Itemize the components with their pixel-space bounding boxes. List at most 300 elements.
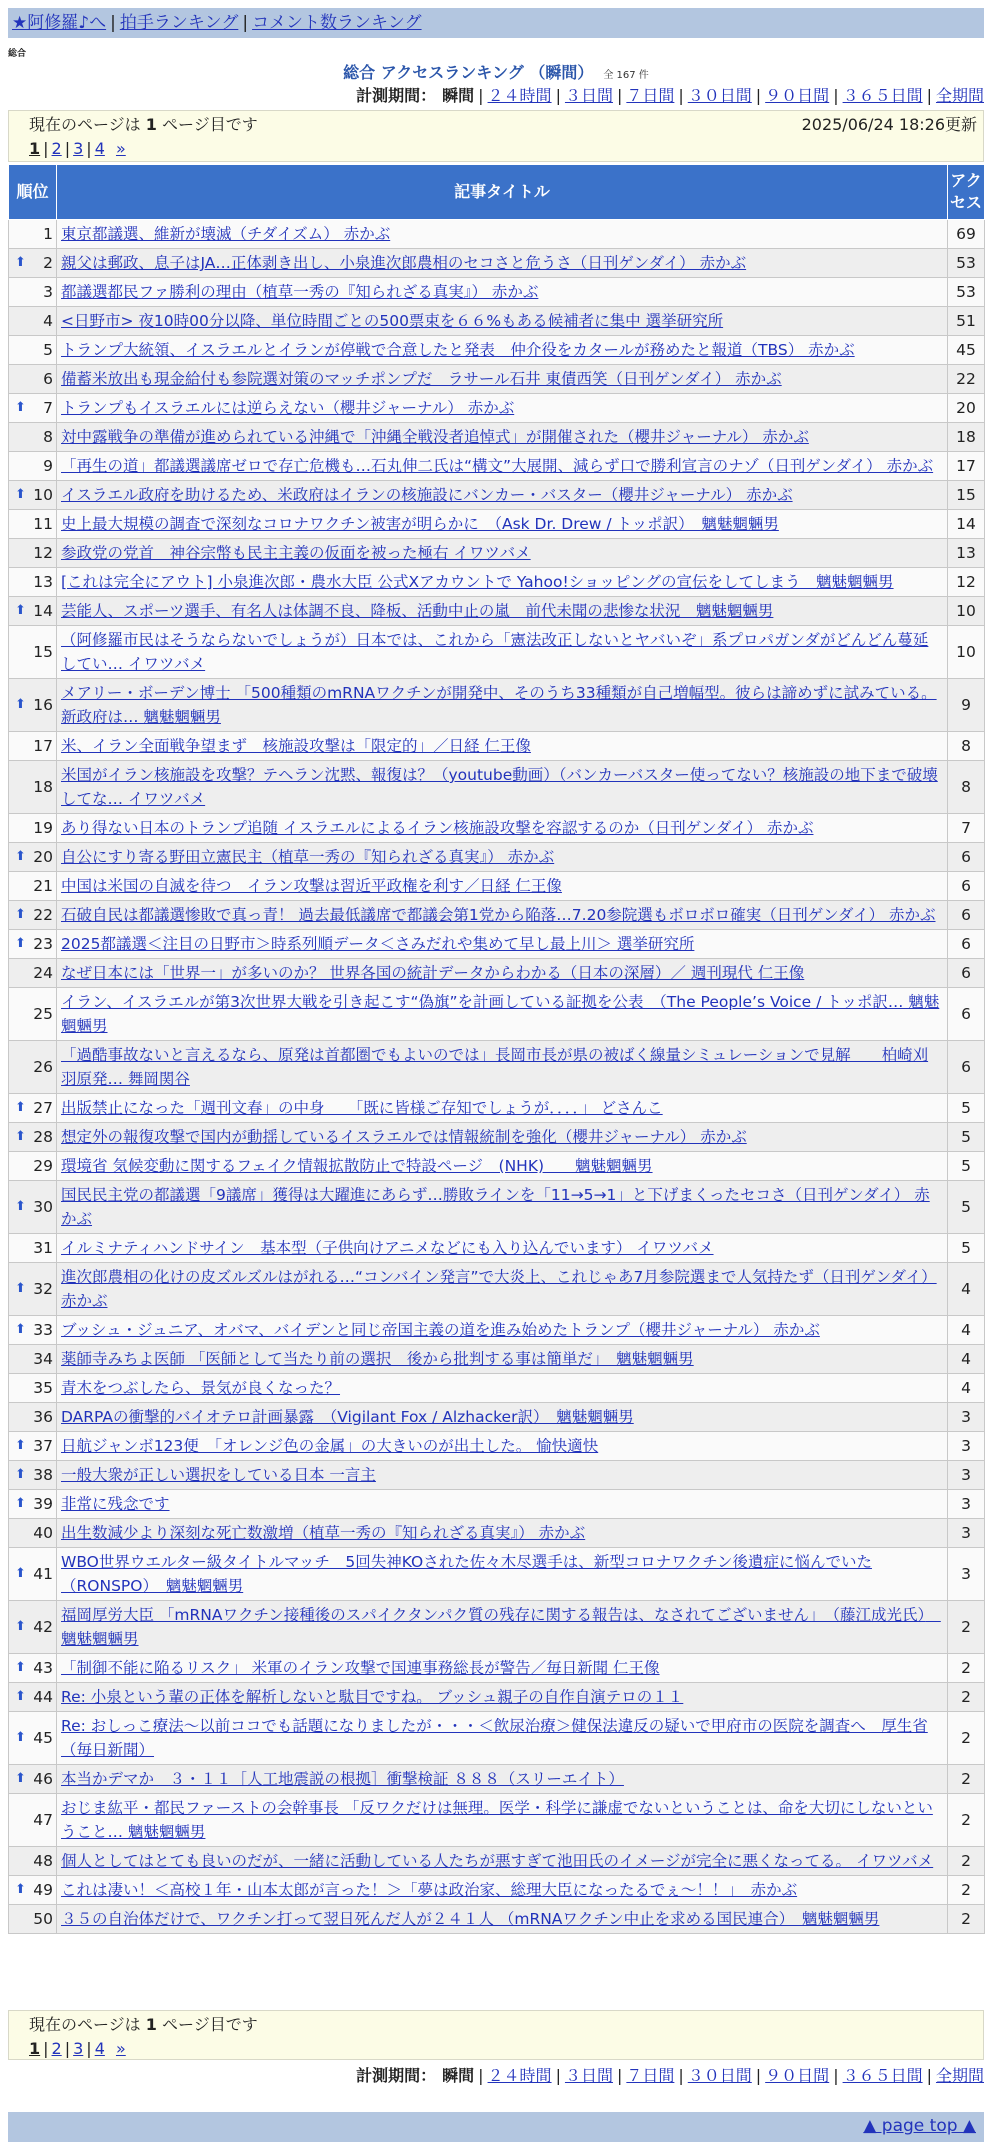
title-cell	[57, 278, 948, 307]
table-row	[9, 1263, 985, 1316]
rank-number: 43	[33, 1659, 53, 1677]
rank-cell	[9, 626, 57, 679]
title-cell	[57, 761, 948, 814]
article-link[interactable]: 国民民主党の都議選「9議席」獲得は大躍進にあらず…勝敗ラインを「11→5→1」と下げまくったセコさ（日刊ゲンダイ） 赤かぶ	[61, 1186, 930, 1228]
period-link-3d[interactable]: ３日間	[564, 86, 613, 105]
nav-link-comment-ranking[interactable]: コメント数ランキング	[252, 13, 422, 33]
period-link-7d[interactable]: ７日間	[626, 86, 675, 105]
rank-cell	[9, 1403, 57, 1432]
table-row	[9, 872, 985, 901]
article-link[interactable]: イラン、イスラエルが第3次世界大戦を引き起こす“偽旗”を計画している証拠を公表 （The People’s Voice / トッポ訳… 魑魅魍魎男	[61, 993, 940, 1035]
title-cell	[57, 1345, 948, 1374]
title-cell	[57, 307, 948, 336]
rank-cell	[9, 394, 57, 423]
title-cell	[57, 510, 948, 539]
table-row	[9, 1847, 985, 1876]
access-count: 2	[948, 1712, 985, 1765]
rank-cell	[9, 307, 57, 336]
table-row	[9, 1041, 985, 1094]
period-link-90d[interactable]: ９０日間	[765, 2066, 830, 2085]
period-link-30d[interactable]: ３０日間	[687, 2066, 752, 2085]
rank-number: 46	[33, 1770, 53, 1788]
title-cell	[57, 365, 948, 394]
article-link[interactable]: 薬師寺みちよ医師 「医師として当たり前の選択 後から批判する事は簡単だ」 魑魅魍魎男	[61, 1350, 694, 1368]
rank-cell	[9, 336, 57, 365]
rank-number: 19	[33, 819, 53, 837]
access-count: 51	[948, 307, 985, 336]
rank-cell	[9, 1094, 57, 1123]
article-link[interactable]: 日航ジャンボ123便 「オレンジ色の金属」の大きいのが出土した。 愉快適快	[61, 1437, 599, 1455]
rank-number: 21	[33, 877, 53, 895]
access-count: 2	[948, 1794, 985, 1847]
rank-up-arrow-icon: ⬆	[15, 1882, 26, 1897]
access-count: 3	[948, 1461, 985, 1490]
title-cell	[57, 930, 948, 959]
ranking-table-body	[9, 220, 985, 1934]
article-link[interactable]: （阿修羅市民はそうならないでしょうが）日本では、これから「憲法改正しないとヤバいぞ」系プロパガンダがどんどん蔓延してい… イワツバメ	[61, 631, 929, 673]
article-link[interactable]: 米国がイラン核施設を攻撃？テヘラン沈黙、報復は？（youtube動画）（バンカーバスター使ってない？核施設の地下まで破壊してな… イワツバメ	[61, 766, 938, 808]
rank-up-arrow-icon: ⬆	[15, 1730, 26, 1745]
table-row	[9, 1490, 985, 1519]
rank-number: 6	[43, 370, 53, 388]
rank-up-arrow-icon: ⬆	[15, 1467, 26, 1482]
rank-cell	[9, 872, 57, 901]
page-link-3[interactable]: 3	[73, 2039, 84, 2058]
nav-separator: |	[110, 13, 116, 33]
rank-cell	[9, 843, 57, 872]
header-access: アクセス	[948, 165, 985, 220]
rank-cell	[9, 1601, 57, 1654]
access-count: 20	[948, 394, 985, 423]
rank-cell	[9, 1123, 57, 1152]
access-count: 4	[948, 1374, 985, 1403]
access-count: 2	[948, 1654, 985, 1683]
table-row	[9, 761, 985, 814]
rank-number: 16	[33, 696, 53, 714]
rank-cell	[9, 901, 57, 930]
article-link[interactable]: なぜ日本には「世界一」が多いのか？ 世界各国の統計データからわかる（日本の深層）／ 週刊現代 仁王像	[61, 964, 805, 982]
article-link[interactable]: 都議選都民ファ勝利の理由（植草一秀の『知られざる真実』） 赤かぶ	[61, 283, 539, 301]
table-row	[9, 568, 985, 597]
nav-separator: |	[242, 13, 249, 33]
access-count: 6	[948, 959, 985, 988]
article-link[interactable]: 芸能人、スポーツ選手、有名人は体調不良、降板、活動中止の嵐 前代未聞の悲惨な状況 魑魅魍魎男	[61, 602, 774, 620]
page-link-3[interactable]: 3	[73, 139, 84, 158]
article-link[interactable]: 親父は郵政、息子はJA…正体剥き出し、小泉進次郎農相のセコさと危うさ（日刊ゲンダイ） 赤かぶ	[61, 254, 747, 272]
rank-cell	[9, 1905, 57, 1934]
rank-cell	[9, 959, 57, 988]
article-link[interactable]: 2025都議選＜注目の日野市＞時系列順データ＜さみだれや集めて早し最上川＞ 選挙研究所	[61, 935, 695, 953]
title-cell	[57, 1712, 948, 1765]
access-count: 17	[948, 452, 985, 481]
rank-up-arrow-icon: ⬆	[15, 1771, 26, 1786]
rank-number: 31	[33, 1239, 53, 1257]
rank-number: 40	[33, 1524, 53, 1542]
table-row	[9, 1432, 985, 1461]
title-cell	[57, 1683, 948, 1712]
rank-number: 8	[43, 428, 53, 446]
access-count: 5	[948, 1181, 985, 1234]
pagination: 1 | 2 | 3 | 4 »	[29, 139, 126, 158]
rank-number: 7	[43, 399, 53, 417]
title-cell	[57, 249, 948, 278]
article-link[interactable]: トランプもイスラエルには逆らえない（櫻井ジャーナル） 赤かぶ	[61, 399, 515, 417]
rank-up-arrow-icon: ⬆	[15, 1199, 26, 1214]
rank-number: 50	[33, 1910, 53, 1928]
article-link[interactable]: 「過酷事故ないと言えるなら、原発は首都圏でもよいのでは」長岡市長が県の被ばく線量シミュレーションで見解 柏崎刈羽原発… 舞岡関谷	[61, 1046, 929, 1088]
period-current: 瞬間	[442, 86, 475, 105]
pager-bottom	[8, 2010, 984, 2060]
access-count: 14	[948, 510, 985, 539]
table-row	[9, 1712, 985, 1765]
updated-timestamp: 2025/06/24 18:26更新	[801, 115, 977, 134]
title-cell	[57, 1316, 948, 1345]
article-link[interactable]: 出版禁止になった「週刊文春」の中身 「既に皆様ご存知でしょうが．．．．」 どさんこ	[61, 1099, 663, 1117]
access-count: 53	[948, 249, 985, 278]
access-count: 8	[948, 732, 985, 761]
rank-number: 34	[33, 1350, 53, 1368]
rank-cell	[9, 1876, 57, 1905]
rank-cell	[9, 1432, 57, 1461]
rank-cell	[9, 1765, 57, 1794]
article-link[interactable]: 中国は米国の自滅を待つ イラン攻撃は習近平政権を利す／日経 仁王像	[61, 877, 562, 895]
article-link[interactable]: 東京都議選、維新が壊滅（チダイズム） 赤かぶ	[61, 225, 391, 243]
table-row	[9, 539, 985, 568]
title-cell	[57, 679, 948, 732]
access-count: 53	[948, 278, 985, 307]
table-row	[9, 1374, 985, 1403]
access-count: 2	[948, 1847, 985, 1876]
rank-cell	[9, 1374, 57, 1403]
period-link-all[interactable]: 全期間	[935, 2066, 984, 2085]
rank-up-arrow-icon: ⬆	[15, 1129, 26, 1144]
table-row	[9, 1876, 985, 1905]
rank-cell	[9, 1263, 57, 1316]
article-link[interactable]: あり得ない日本のトランプ追随 イスラエルによるイラン核施設攻撃を容認するのか（日刊ゲンダイ） 赤かぶ	[61, 819, 814, 837]
page-top-link[interactable]: ▲ page top ▲	[863, 2116, 976, 2136]
rank-up-arrow-icon: ⬆	[15, 255, 26, 270]
nav-link-home[interactable]: ★阿修羅♪へ	[12, 13, 107, 33]
rank-number: 37	[33, 1437, 53, 1455]
title-cell	[57, 1181, 948, 1234]
rank-number: 28	[33, 1128, 53, 1146]
title-cell	[57, 481, 948, 510]
rank-number: 42	[33, 1618, 53, 1636]
article-link[interactable]: イルミナティハンドサイン 基本型（子供向けアニメなどにも入り込んでいます） イワツバメ	[61, 1239, 714, 1257]
article-link[interactable]: [これは完全にアウト] 小泉進次郎・農水大臣 公式Xアカウントで Yahoo!ショッピングの宣伝をしてしまう 魑魅魍魎男	[61, 573, 894, 591]
rank-number: 33	[33, 1321, 53, 1339]
title-cell	[57, 1123, 948, 1152]
table-row	[9, 1094, 985, 1123]
rank-up-arrow-icon: ⬆	[15, 1660, 26, 1675]
title-cell	[57, 1847, 948, 1876]
rank-number: 12	[33, 544, 53, 562]
article-link[interactable]: 「再生の道」都議選議席ゼロで存亡危機も…石丸伸二氏は“構文”大展開、減らず口で勝利宣言のナゾ（日刊ゲンダイ） 赤かぶ	[61, 457, 934, 475]
rank-number: 9	[43, 457, 53, 475]
rank-number: 17	[33, 737, 53, 755]
rank-up-arrow-icon: ⬆	[15, 907, 26, 922]
rank-number: 13	[33, 573, 53, 591]
period-link-24h[interactable]: ２４時間	[487, 2066, 552, 2085]
rank-number: 10	[33, 486, 53, 504]
rank-cell	[9, 365, 57, 394]
rank-number: 39	[33, 1495, 53, 1513]
article-link[interactable]: メアリー・ボーデン博士 「500種類のmRNAワクチンが開発中、そのうち33種類が自己増幅型。彼らは諦めずに試みている。新政府は… 魑魅魍魎男	[61, 684, 937, 726]
rank-number: 15	[33, 643, 53, 661]
access-count: 5	[948, 1123, 985, 1152]
article-link[interactable]: 出生数減少より深刻な死亡数激増（植草一秀の『知られざる真実』） 赤かぶ	[61, 1524, 586, 1542]
rank-number: 32	[33, 1280, 53, 1298]
rank-cell	[9, 1461, 57, 1490]
title-cell	[57, 732, 948, 761]
rank-up-arrow-icon: ⬆	[15, 1689, 26, 1704]
rank-number: 27	[33, 1099, 53, 1117]
table-row	[9, 423, 985, 452]
page-current: 1	[29, 139, 41, 158]
rank-number: 4	[43, 312, 53, 330]
article-link[interactable]: 青木をつぶしたら、景気が良くなった？	[61, 1379, 341, 1397]
article-link[interactable]: 想定外の報復攻撃で国内が動揺しているイスラエルでは情報統制を強化（櫻井ジャーナル） 赤かぶ	[61, 1128, 747, 1146]
rank-cell	[9, 1316, 57, 1345]
title-cell	[57, 1765, 948, 1794]
ranking-table	[8, 164, 985, 1934]
table-row	[9, 679, 985, 732]
table-row	[9, 1548, 985, 1601]
article-link[interactable]: 米、イラン全面戦争望まず 核施設攻撃は「限定的」／日経 仁王像	[61, 737, 531, 755]
article-link[interactable]: 備蓄米放出も現金給付も参院選対策のマッチポンプだ ラサール石井 東債西笑（日刊ゲンダイ） 赤かぶ	[61, 370, 782, 388]
access-count: 6	[948, 1041, 985, 1094]
rank-cell	[9, 761, 57, 814]
period-label: 計測期間：	[356, 2066, 437, 2085]
article-link[interactable]: Re: おしっこ療法～以前ココでも話題になりましたが・・・＜飲尿治療＞健保法違反の疑いで甲府市の医院を調査へ 厚生省（毎日新聞）	[61, 1717, 928, 1759]
rank-number: 18	[33, 778, 53, 796]
table-row	[9, 365, 985, 394]
table-row	[9, 336, 985, 365]
table-row	[9, 278, 985, 307]
title-cell	[57, 901, 948, 930]
table-row	[9, 249, 985, 278]
period-link-365d[interactable]: ３６５日間	[842, 2066, 923, 2085]
rank-cell	[9, 1683, 57, 1712]
article-link[interactable]: 本当かデマか ３・１１［人工地震説の根拠］衝撃検証 ８８８（スリーエイト）	[61, 1770, 624, 1788]
rank-cell	[9, 481, 57, 510]
rank-number: 2	[43, 254, 53, 272]
rank-up-arrow-icon: ⬆	[15, 1496, 26, 1511]
rank-cell	[9, 1234, 57, 1263]
rank-number: 36	[33, 1408, 53, 1426]
access-count: 6	[948, 988, 985, 1041]
period-link-30d[interactable]: ３０日間	[687, 86, 752, 105]
title-cell	[57, 1601, 948, 1654]
table-row	[9, 1683, 985, 1712]
table-row	[9, 901, 985, 930]
access-count: 6	[948, 901, 985, 930]
period-link-90d[interactable]: ９０日間	[765, 86, 830, 105]
rank-number: 26	[33, 1058, 53, 1076]
article-link[interactable]: 「制御不能に陥るリスク」 米軍のイラン攻撃で国連事務総長が警告／毎日新聞 仁王像	[61, 1659, 660, 1677]
article-link[interactable]: 自公にすり寄る野田立憲民主（植草一秀の『知られざる真実』） 赤かぶ	[61, 848, 555, 866]
title-cell	[57, 568, 948, 597]
rank-cell	[9, 1345, 57, 1374]
rank-up-arrow-icon: ⬆	[15, 1322, 26, 1337]
rank-number: 22	[33, 906, 53, 924]
title-cell	[57, 1234, 948, 1263]
access-count: 10	[948, 597, 985, 626]
article-link[interactable]: 環境省 気候変動に関するフェイク情報拡散防止で特設ページ (NHK) 魑魅魍魎男	[61, 1157, 653, 1175]
article-link[interactable]: 福岡厚労大臣 「mRNAワクチン接種後のスパイクタンパク質の残存に関する報告は、なされてございません」 （藤江成光氏） 魑魅魍魎男	[61, 1606, 941, 1648]
rank-cell	[9, 597, 57, 626]
access-count: 2	[948, 1683, 985, 1712]
article-link[interactable]: Re: 小泉という輩の正体を解析しないと駄目ですね。 ブッシュ親子の自作自演テロの１１	[61, 1688, 684, 1706]
article-link[interactable]: イスラエル政府を助けるため、米政府はイランの核施設にバンカー・バスター（櫻井ジャーナル） 赤かぶ	[61, 486, 793, 504]
table-row	[9, 626, 985, 679]
title-cell	[57, 452, 948, 481]
page-next-link[interactable]: »	[115, 139, 126, 158]
access-count: 3	[948, 1432, 985, 1461]
access-count: 4	[948, 1345, 985, 1374]
table-row	[9, 1181, 985, 1234]
article-link[interactable]: これは凄い！＜高校１年・山本太郎が言った！＞「夢は政治家、総理大臣になったるでぇ～！！」 赤かぶ	[61, 1881, 798, 1899]
article-link[interactable]: WBO世界ウエルター級タイトルマッチ 5回失神KOされた佐々木尽選手は、新型コロナワクチン後遺症に悩んでいた（RONSPO） 魑魅魍魎男	[61, 1553, 872, 1595]
page-link-4[interactable]: 4	[94, 2039, 105, 2058]
title-cell	[57, 220, 948, 249]
title-cell	[57, 1432, 948, 1461]
page-link-4[interactable]: 4	[94, 139, 105, 158]
table-row	[9, 597, 985, 626]
rank-number: 35	[33, 1379, 53, 1397]
table-row	[9, 510, 985, 539]
page-title: 総合 アクセスランキング （瞬間）	[343, 63, 594, 82]
access-count: 9	[948, 679, 985, 732]
rank-number: 23	[33, 935, 53, 953]
article-link[interactable]: ブッシュ・ジュニア、オバマ、バイデンと同じ帝国主義の道を進み始めたトランプ（櫻井ジャーナル） 赤かぶ	[61, 1321, 820, 1339]
nav-link-applause-ranking[interactable]: 拍手ランキング	[119, 13, 239, 33]
period-link-all[interactable]: 全期間	[935, 86, 984, 105]
title-cell	[57, 539, 948, 568]
rank-number: 47	[33, 1811, 53, 1829]
table-row	[9, 814, 985, 843]
title-cell	[57, 872, 948, 901]
title-cell	[57, 423, 948, 452]
rank-cell	[9, 930, 57, 959]
article-link[interactable]: <日野市> 夜10時00分以降、単位時間ごとの500票束を６６%もある候補者に集中 選挙研究所	[61, 312, 724, 330]
article-link[interactable]: トランプ大統領、イスラエルとイランが停戦で合意したと発表 仲介役をカタールが務めたと報道（TBS） 赤かぶ	[61, 341, 855, 359]
title-cell	[57, 1548, 948, 1601]
article-link[interactable]: 対中露戦争の準備が進められている沖縄で「沖縄全戦没者追悼式」が開催された（櫻井ジャーナル） 赤かぶ	[61, 428, 809, 446]
rank-up-arrow-icon: ⬆	[15, 1566, 26, 1581]
article-link[interactable]: 史上最大規模の調査で深刻なコロナワクチン被害が明らかに （Ask Dr. Drew / トッポ訳） 魑魅魍魎男	[61, 515, 779, 533]
access-count: 3	[948, 1403, 985, 1432]
title-cell	[57, 394, 948, 423]
title-cell	[57, 1905, 948, 1934]
title-cell	[57, 1876, 948, 1905]
table-row	[9, 1905, 985, 1934]
article-link[interactable]: 非常に残念です	[61, 1495, 170, 1513]
rank-up-arrow-icon: ⬆	[15, 400, 26, 415]
rank-cell	[9, 814, 57, 843]
rank-number: 25	[33, 1005, 53, 1023]
title-cell	[57, 1403, 948, 1432]
title-cell	[57, 1794, 948, 1847]
header-title: 記事タイトル	[57, 165, 948, 220]
page-link-2[interactable]: 2	[51, 2039, 62, 2058]
title-cell	[57, 988, 948, 1041]
article-link[interactable]: DARPAの衝撃的バイオテロ計画暴露 （Vigilant Fox / Alzhacker訳） 魑魅魍魎男	[61, 1408, 634, 1426]
pager-status: 現在のページは 1 ページ目です	[29, 115, 258, 134]
rank-number: 24	[33, 964, 53, 982]
table-row	[9, 1654, 985, 1683]
title-cell	[57, 843, 948, 872]
rank-cell	[9, 1712, 57, 1765]
period-link-3d[interactable]: ３日間	[564, 2066, 613, 2085]
access-count: 8	[948, 761, 985, 814]
rank-number: 14	[33, 602, 53, 620]
table-row	[9, 1345, 985, 1374]
title-cell	[57, 336, 948, 365]
table-row	[9, 1794, 985, 1847]
table-row	[9, 1403, 985, 1432]
title-cell	[57, 1490, 948, 1519]
rank-number: 29	[33, 1157, 53, 1175]
rank-number: 1	[43, 225, 53, 243]
rank-cell	[9, 220, 57, 249]
total-count: 全 167 件	[603, 70, 649, 81]
access-count: 10	[948, 626, 985, 679]
table-row	[9, 1123, 985, 1152]
article-link[interactable]: 進次郎農相の化けの皮ズルズルはがれる…“コンバイン発言”で大炎上、これじゃあ7月参院選まで人気持たず（日刊ゲンダイ） 赤かぶ	[61, 1268, 937, 1310]
rank-up-arrow-icon: ⬆	[15, 1281, 26, 1296]
top-nav	[8, 8, 984, 38]
article-link[interactable]: 個人としてはとても良いのだが、一緒に活動している人たちが悪すぎて池田氏のイメージが完全に悪くなってる。 イワツバメ	[61, 1852, 934, 1870]
rank-up-arrow-icon: ⬆	[15, 603, 26, 618]
access-count: 3	[948, 1548, 985, 1601]
article-link[interactable]: 参政党の党首 神谷宗幣も民主主義の仮面を被った極右 イワツバメ	[61, 544, 531, 562]
page-link-2[interactable]: 2	[51, 139, 62, 158]
table-row	[9, 1519, 985, 1548]
table-header-row	[9, 165, 985, 220]
title-cell	[57, 959, 948, 988]
period-selector-bottom: 計測期間： 瞬間 | ２４時間 | ３日間 | ７日間 | ３０日間 | ９０日間 | ３６５日間 | 全期間	[356, 2066, 984, 2085]
article-link[interactable]: 一般大衆が正しい選択をしている日本 一言主	[61, 1466, 376, 1484]
rank-cell	[9, 988, 57, 1041]
rank-up-arrow-icon: ⬆	[15, 697, 26, 712]
access-count: 2	[948, 1601, 985, 1654]
rank-cell	[9, 1519, 57, 1548]
table-row	[9, 843, 985, 872]
period-link-24h[interactable]: ２４時間	[487, 86, 552, 105]
title-cell	[57, 1519, 948, 1548]
table-row	[9, 988, 985, 1041]
access-count: 22	[948, 365, 985, 394]
access-count: 69	[948, 220, 985, 249]
article-link[interactable]: ３５の自治体だけで、ワクチン打って翌日死んだ人が２４１人 （mRNAワクチン中止を求める国民連合） 魑魅魍魎男	[61, 1910, 880, 1928]
rank-number: 11	[33, 515, 53, 533]
rank-up-arrow-icon: ⬆	[15, 1100, 26, 1115]
article-link[interactable]: 石破自民は都議選惨敗で真っ青！ 過去最低議席で都議会第1党から陥落…7.20参院選もボロボロ確実（日刊ゲンダイ） 赤かぶ	[61, 906, 936, 924]
rank-cell	[9, 679, 57, 732]
article-link[interactable]: おじま紘平・都民ファーストの会幹事長 「反ワクだけは無理。医学・科学に謙虚でないということは、命を大切にしないということ… 魑魅魍魎男	[61, 1799, 933, 1841]
page-next-link[interactable]: »	[115, 2039, 126, 2058]
period-current: 瞬間	[442, 2066, 475, 2085]
rank-number: 20	[33, 848, 53, 866]
period-link-365d[interactable]: ３６５日間	[842, 86, 923, 105]
access-count: 12	[948, 568, 985, 597]
access-count: 45	[948, 336, 985, 365]
access-count: 2	[948, 1876, 985, 1905]
table-row	[9, 732, 985, 761]
table-row	[9, 1461, 985, 1490]
period-link-7d[interactable]: ７日間	[626, 2066, 675, 2085]
